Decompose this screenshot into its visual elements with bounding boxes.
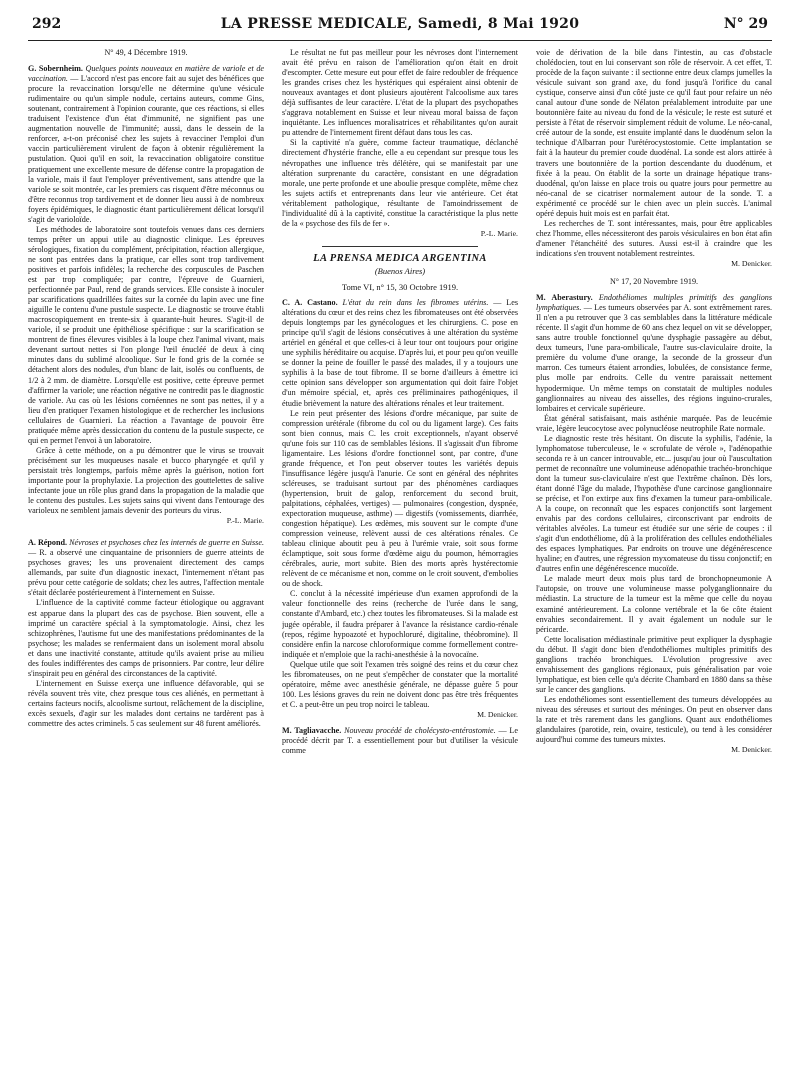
article-paragraph: Les recherches de T. sont intéressantes, mais, pour être applicables chez l'homme, elles nécessiteront des parois vésiculaires en bon état afin d'amener l'étanchéité des sutures. Aussi est-il à craindre que les indications s'en trouvent notablement restreintes. [536, 218, 772, 258]
article-heading [28, 538, 264, 598]
article-paragraph: Grâce à cette méthode, on a pu démontrer que le virus se trouvait précisément sur les muqueuses nasale et bucco pharyngée et qu'il y persistait très longtemps, parfois même après la guérison, notion fort importante pour la prophylaxie. La projection des gouttelettes de salive infectante joue un rôle plus grand dans la propagation de la maladie que le contenu des pustules. Les sujets sains qui vivent dans l'entourage des varioleux ne semblent jamais devenir des porteurs du virus. [28, 445, 264, 516]
article-author: M. Tagliavacche. [282, 726, 342, 735]
article-title: Nouveau procédé de cholécysto-entérostomie. [344, 726, 496, 735]
issue-line: Tome VI, n° 15, 30 Octobre 1919. [341, 281, 459, 292]
article-title: Endothéliomes multiples primitifs des ganglions lymphatiques. [536, 293, 772, 313]
article-paragraph: Le diagnostic reste très hésitant. On discute la syphilis, l'adénie, la lymphomatose tuberculeuse, le « scrofulate de vérole », l'adénopathie seconda re à un cancer introuvable, etc... jusqu'au jour où l'auscultation permet de reconnaître une volumineuse adénopathie trachéo-bronchique dont la tumeur sus-claviculaire n'est que l'extrême chaînon. Dès lors, étant donné l'âge du malade, l'hypothèse d'une carcinose ganglionnaire se précise, et l'on extirpe aux fins d'examen la tumeur para-ombilicale. A la coupe, on reconnaît que les espaces conjonctifs sont largement envahis par des cordons cellulaires, circonscrivant par endroits de véritables alvéoles. La tumeur est étudiée sur une série de coupes : il s'agit d'un endothéliome, dû à la prolifération des cellules endothéliales des espaces lymphatiques. Par endroits on trouve une dégénérescence hyaline; en d'autres, une régression myxomateuse du tissu conjonctif; en d'autres enfin une dégénérescence mucoïde. [536, 433, 772, 574]
article-author: M. Aberastury. [536, 293, 593, 303]
article-paragraph: Si la captivité n'a guère, comme facteur traumatique, déclanché directement d'hystérie franche, elle a eu cependant sur presque tous les névropathes une influence très délétère, qui se manifestait par une altération surprenante du caractère, consistant en une dégradation morale, une perte profonde et une aboulie presque complète, même chez les sujets actifs et entreprenants dans leur vie antérieure. Cet état véritablement pathologique, résultante de l'amoindrissement de l'individualité dû à la captivité, constitue la caractéristique la plus nette de la « psychose des fils de fer ». [282, 138, 518, 228]
article-paragraph: Quelque utile que soit l'examen très soigné des reins et du cœur chez les fibromateuses, on ne peut s'empêcher de constater que la mortalité opératoire, même avec anesthésie générale, ne dépasse guère 5 pour 100. Les lésions graves du rein ne doivent donc pas être très fréquentes et C. a peut-être un peu trop noirci le tableau. [282, 659, 518, 709]
article-paragraph: C. conclut à la nécessité impérieuse d'un examen approfondi de la valeur fonctionnelle des reins (recherche de l'urée dans le sang, constante d'Ambard, etc.) chez toutes les fibromateuses. Si la malade est jugée opérable, il faudra préparer à l'avance la résistance cardio-rénale (repos, régime hypoazoté et hypochloruré, digitaline, théobromine). Il considère enfin la narcose chloroformique comme formellement contre-indiquée et n'emploie que la rachi-anesthésie à la novocaïne. [282, 589, 518, 659]
article-paragraph: L'internement en Suisse exerça une influence défavorable, qui se révéla souvent très vite, chez presque tous ces aliénés, en permettant à certains facteurs nocifs, alcoolisme surtout, relâchement de la discipline, excès sexuels, d'agir sur les malades dont certains ne tardèrent pas à commettre des actes criminels. 5 cas seulement sur 48 furent améliorés. [28, 678, 264, 729]
article-columns [28, 48, 772, 1074]
article-text: — Les tumeurs observées par A. sont extrêmement rares. Il n'en a pu retrouver que 3 cas semblables dans la littérature médicale récente. Il s'agit d'un homme de 60 ans chez lequel on vit se développer, sans autre trouble fonctionnel qu'une dysphagie passagère au début, deux tumeurs, l'une para-ombilicale, l'autre sus-claviculaire droite, la première du volume d'une orange, la seconde de la grosseur d'un marron. Ces tumeurs étaient arrondies, lobulées, de consistance ferme, plus molle par endroits. Celle du ventre paraissait nettement hypodermique. Un même temps on constatait de multiples nodules ganglionnaires au niveau des aisselles, des régions inguino-crurales, lombaires et cervicale supérieure. [536, 303, 772, 413]
article-signature: M. Denicker. [477, 709, 518, 719]
issue-line: N° 17, 20 Novembre 1919. [609, 277, 699, 287]
article-author: G. Sobernheim. [28, 64, 83, 74]
article-text: — Le procédé décrit par T. a essentiellement pour but d'utiliser la vésicule comme [282, 726, 518, 756]
article-paragraph: État général satisfaisant, mais asthénie marquée. Pas de leucémie vraie, légère leucocytose avec polynucléose neutrophile Rate normale. [536, 413, 772, 433]
article-text: — R. a observé une cinquantaine de prisonniers de guerre atteints de psychoses graves; les uns provenaient directement des camps allemands, par suite d'un diagnostic inexact, l'internement n'étant pas prévu pour cette catégorie de soldats; chez les autres, l'affection mentale s'était déclarée postérieurement à l'internement en Suisse. [28, 548, 264, 598]
issue-number: N° 29 [723, 16, 768, 32]
article-paragraph: Les endothéliomes sont essentiellement des tumeurs développées au niveau des séreuses et surtout des méninges. On peut en observer dans la rate et très rarement dans les ganglions. Quant aux endothéliomes glandulaires (parotide, rein, ovaire, testicule), ou tend à les considérer aujourd'hui comme des tumeurs mixtes. [536, 694, 772, 745]
column-right [536, 48, 772, 1074]
journal-section-title: LA PRENSA MEDICA ARGENTINA [313, 252, 487, 264]
article-signature: M. Denicker. [731, 745, 772, 755]
article-paragraph: Les méthodes de laboratoire sont toutefois venues dans ces derniers temps prêter un appui utile au diagnostic clinique. Les épreuves sérologiques, fixation du complément, précipitation, réaction allergique, ne sont pas entrées dans la pratique, car elles sont trop tardivement positives et parfois infidèles; la recherche des corpuscules de Paschen est par trop compliquée; par contre, l'épreuve de Guarnieri, perfectionnée par Paul, rend de grands services. Elle consiste à inoculer par scarifications quadrillées faites sur la cornée du lapin avec une fine aiguille le contenu d'une pustule suspecte. Le diagnostic se trouve établi macroscopiquement en trente-six à quarante-huit heures. S'agit-il de variole, il se produit une épithéliose spécifique : sur la scarification se montrent de fines élevures visibles à la loupe chez l'animal vivant, mais devenant surtout nettes si l'on plonge l'œil énucléé de deux à cinq minutes dans du sublimé alcoolique. Sur le fond gris de la cornée se détachent alors des nodules, d'un blanc de lait, isolés ou confluents, de 1/2 à 2 mm. de diamètre. Lorsqu'elle est positive, cette épreuve permet d'affirmer la variole; une réaction négative ne contredit pas le diagnostic de variole. Au cas où les lésions cornéennes ne sont pas nettes, il y a lieu d'en pratiquer l'examen histologique et de rechercher les inclusions cellulaires de Guarnieri. La réaction a l'avantage de pouvoir être pratiquée même après dessiccation du contenu de la pustule suspecte, ce qui en permet l'envoi à un laboratoire. [28, 224, 264, 445]
article-title: Quelques points nouveaux en matière de variole et de vaccination. [28, 64, 264, 84]
article-author: A. Répond. [28, 538, 68, 548]
issue-line: N° 49, 4 Décembre 1919. [104, 48, 188, 57]
article-heading [282, 726, 518, 756]
article-paragraph: Le résultat ne fut pas meilleur pour les névroses dont l'internement avait été prévu en raison de l'amélioration qu'on était en droit d'escompter. Cette mesure eut pour effet de faire redoubler de fréquence les grandes crises chez les hystériques qui espéraient ainsi obtenir de nouveaux avantages et dont plusieurs ajoutèrent l'alcoolisme aux tares déjà suffisantes de leur caractère. L'état de la plupart des psychopathes s'aggrava notablement en Suisse et leur niveau moral baissa de façon inquiétante. Les influences moralisatrices et réhabilitantes qu'on aurait pu attendre de l'internement firent défaut dans tous les cas. [282, 48, 518, 138]
article-signature: M. Denicker. [731, 258, 772, 268]
article-text: — Les altérations du cœur et des reins chez les fibromateuses ont été observées depuis longtemps par les gynécologues et les chirurgiens. C. pose en principe qu'il s'agit de lésions consécutives à une altération du système artériel en général et que celles-ci à leur tour ont toujours pour origine une syphilis héréditaire ou acquise. D'après lui, et pour peu qu'on veuille se donner la peine de fouiller le passé des malades, il y a toujours une syphilis à la base de tout fibrome. Il se borne d'ailleurs à émettre ici cette opinion sans développer son argumentation qui doit faire l'objet d'un mémoire spécial, et, après ces préliminaires pathogéniques, il étudie brièvement la nature des altérations rénales et leur traitement. [282, 298, 518, 408]
article-heading [28, 64, 264, 225]
page-header [28, 14, 772, 41]
article-paragraph: Le rein peut présenter des lésions d'ordre mécanique, par suite de compression urétérale (fibrome du col ou du ligament large). Ces faits sont bien connus, mais C. les croit exceptionnels, n'ayant observé qu'une fois sur 110 cas de semblables lésions. Il s'agissait d'un fibrome ligamentaire. Les lésions d'ordre fonctionnel sont, par contre, d'une grande fréquence, et l'on peut observer toutes les variétés depuis l'insuffisance légère jusqu'à l'anurie. Ce sont en général des néphrites scléreuses, se traduisant surtout par des phénomènes cardiaques (hypertension, bruit de galop, renforcement du second bruit, palpitations, céphalées, vertiges) — pulmonaires (congestion, dyspnée, expectoration muqueuse, asthme) — digestifs (vomissements, diarrhée, congestion hépatique). Les œdèmes, mis souvent sur le compte d'une compression veineuse, relèvent aussi de ces altérations rénales. Ce tableau clinique aboutit peu à peu à l'urémie vraie, soit sous forme éclamptique, soit sous forme d'œdème aigu du poumon, hémorragies cérébrales, aurie, mort subite. Bien des morts après hystérectomie relèvent de ce mécanisme et non, comme on le croit souvent, d'embolies ou de shock. [282, 408, 518, 589]
article-paragraph: L'influence de la captivité comme facteur étiologique ou aggravant est apparue dans la plupart des cas de psychose. Bien souvent, elle a imprimé un caractère spécial à la symptomatologie. Ainsi, chez les schizophrènes, l'autisme fut une des manifestations prédominantes de la psychose; les malades se renfermaient dans un isolement moral absolu et dans une inactivité constante, attitude qu'ils avaient prise au milieu des foules indifférentes des camps de prisonniers. Par contre, leur délire s'inspirait peu en général des circonstances de la captivité. [28, 598, 264, 678]
section-divider [322, 246, 478, 247]
article-heading [536, 293, 772, 414]
article-title: L'état du rein dans les fibromes utérins. [342, 298, 489, 308]
article-title: Névroses et psychoses chez les internés de guerre en Suisse. [69, 538, 264, 548]
column-left [28, 48, 264, 1074]
journal-header-title: LA PRESSE MEDICALE, Samedi, 8 Mai 1920 [220, 16, 580, 32]
journal-city: (Buenos Aires) [374, 265, 426, 276]
article-paragraph: Le malade meurt deux mois plus tard de bronchopneumonie A l'autopsie, on trouve une volumineuse masse polyganglionnaire du médiastin. La structure de la tumeur est la même que celle du noyau examiné antérieurement. La colonne vertébrale et la 6e côte étaient envahies secondairement. Il y avait également un nodule sur le péricarde. [536, 574, 772, 634]
article-paragraph: voie de dérivation de la bile dans l'intestin, au cas d'obstacle cholédocien, tout en lui conservant son rôle de réservoir. A cet effet, T. procède de la façon suivante : il sectionne entre deux clamps jumelles la vésicule suivant son grand axe, du fond jusqu'à l'orifice du canal cystique, conserve ainsi d'un côté juste ce qu'il faut pour refaire un néo canal autour d'une sonde de Nélaton préalablement introduite par une boutonnière faite au niveau du fond de la vésicule; le reste est suturé et persiste à l'état de réservoir simplement réduit de volume. Le néo-canal, créé autour de la sonde, est ensuite implanté dans le duodénum selon la technique d'Albarran pour l'urétérocystostomie. Cette implantation se fait à la hauteur du premier coude duodénal. La sonde est alors attirée à travers une boutonnière de la portion descendante du duodénum, et fixée à la peau. On établit de la sorte un drainage hépatique trans-duodénal, qu'on laisse en place trois ou quatre jours pour permettre au néo-canal de se cicatriser normalement autour de la sonde. T. a expérimenté ce procédé sur le chien avec un plein succès. L'animal opéré depuis huit mois est en parfait état. [536, 48, 772, 218]
article-signature: P.-L. Marie. [480, 228, 518, 238]
article-author: C. A. Castano. [282, 298, 338, 308]
page-number: 292 [32, 16, 62, 32]
article-paragraph: Cette localisation médiastinale primitive peut expliquer la dysphagie du début. Il s'agit donc bien d'endothéliomes multiples primitifs des ganglions trachéo bronchiques. L'évolution progressive avec envahissement des ganglions régionaux, puis généralisation par voie lymphatique, est bien celle qu'a décrite Chambard en 1880 dans sa thèse sur le cancer des ganglions. [536, 634, 772, 694]
article-signature: P.-L. Marie. [226, 516, 264, 526]
article-text: — L'accord n'est pas encore fait au sujet des bénéfices que procure la revaccination lorsqu'elle ne détermine qu'une vésicule rudimentaire ou qu'un simple nodule, certains auteurs, comme Gins, soutenant, contrairement à l'opinion courante, que ces réactions, si elles traduisent l'existence d'un état d'immunité, ne signifient pas une augmentation nouvelle de l'immunité; aussi, dans le dessein de la renforcer, a-t-on préconisé chez les sujets à revacciner l'emploi d'un vaccin particulièrement virulent de façon à obtenir régulièrement la pustulation. Quoi qu'il en soit, la revaccination obligatoire constitue pratiquement une excellente mesure de défense contre la propagation de la variole, mais il faut l'employer préventivement, sans attendre que la variole se soit montrée, car les premiers cas risquent d'être méconnus ou d'être reconnus trop tardivement et de donner lieu aussi à de nombreux foyers épidémiques, le diagnostic étant particulièrement délicat lorsqu'il s'agit de varioloïde. [28, 74, 264, 224]
article-heading [282, 298, 518, 409]
column-middle [282, 48, 518, 1074]
